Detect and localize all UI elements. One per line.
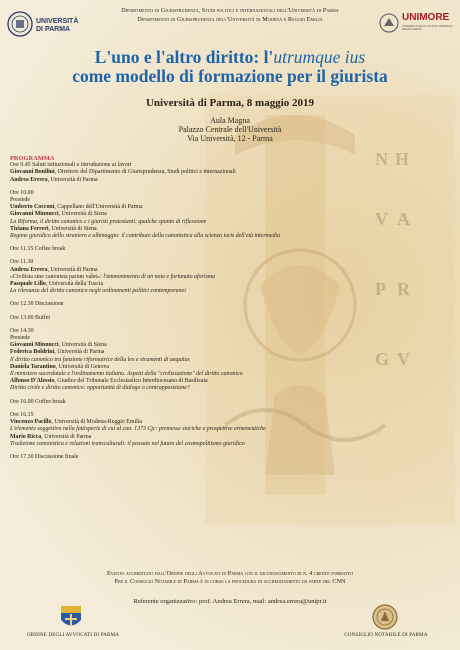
session-late-morning-time: Ore 11.30 — [10, 259, 34, 266]
talk-title: Il ministero sacerdotale e l'ordinamento italiano. Aspetti della "civilizzazione" del diritto canonico — [10, 371, 243, 378]
talk-title: Diritto civile e diritto canonico: opportunità di dialogo o contrapposizione? — [10, 385, 190, 392]
program-heading: PROGRAMMA — [10, 155, 55, 162]
event-date: Università di Parma, 8 maggio 2019 — [145, 97, 315, 109]
svg-text:V: V — [397, 349, 410, 369]
unimore-logo-sub: UNIVERSITÀ DEGLI STUDI DI MODENA E REGGIO EMILIA — [402, 25, 453, 32]
svg-text:N: N — [375, 149, 388, 169]
svg-text:P: P — [375, 279, 386, 299]
svg-text:A: A — [397, 209, 410, 229]
coffee-break-afternoon: Ore 16.00 Coffee break — [10, 398, 66, 405]
lawyers-order-shield-icon — [59, 604, 83, 632]
unimore-logo-main: UNIMORE — [402, 12, 450, 23]
session-opening-time: Ore 9.45 Saluti istituzionali e introduzione ai lavori — [10, 162, 132, 169]
unimore-emblem-icon — [378, 12, 400, 34]
accreditation-lawyers: Evento accreditato dall'Ordine degli Avvocati di Parma con il riconoscimento di n. 4 crediti formativi — [106, 570, 354, 577]
notary-council-caption: CONSIGLIO NOTARILE DI PARMA — [344, 633, 428, 638]
buffet: Ore 13.00 Buffet — [10, 314, 50, 321]
session-morning-time: Ore 10.00 — [10, 189, 34, 196]
title-italic: utrumque ius — [273, 47, 366, 67]
svg-text:V: V — [375, 209, 388, 229]
speaker-line: Giovanni Minnucci, Università di Siena — [10, 211, 107, 218]
session-late-afternoon-time: Ore 16.15 — [10, 411, 34, 418]
svg-text:G: G — [375, 349, 390, 369]
speaker-line: Federica Boldrini, Università di Parma — [10, 349, 105, 356]
title-plain: L'uno e l'altro diritto: l' — [94, 47, 274, 67]
speaker-line: Andrea Errera, Università di Parma — [10, 266, 98, 273]
talk-title: «Civilista sine canonista parum valet»: l'ammonimento di un noto e fortunato aforisma — [10, 273, 215, 280]
notary-council-seal-icon — [372, 603, 398, 631]
talk-title: Il diritto canonico tra funzione riformatrice della lex e strumenti di aequitas — [10, 356, 190, 363]
university-logo-text: UNIVERSITÀ DI PARMA — [36, 18, 79, 33]
speaker-line: Vincenzo Pacillo, Università di Modena-Reggio Emilia — [10, 419, 142, 426]
svg-text:R: R — [397, 279, 410, 299]
talk-title: Tradizione canonistica e relazioni transculturali: il passato nel futuro del cosmopolitismo giuridico — [10, 440, 245, 447]
speaker-line: Tiziana Ferreri, Università di Siena — [10, 225, 97, 232]
event-title-line-1 — [0, 48, 460, 67]
speaker-line: Alfonso D'Alessio, Giudice del Tribunale Ecclesiastico Interdiocesano di Basilicata — [10, 378, 208, 385]
department-line-2: Dipartimento di Giurisprudenza dell'Università di Modena e Reggio Emilia — [137, 17, 323, 23]
speaker-line: Giovanni Minnucci, Università di Siena — [10, 342, 107, 349]
chair-label: Presiede — [10, 335, 30, 342]
venue-building: Palazzo Centrale dell'Università — [178, 125, 282, 134]
speaker-line: Daniela Tarantino, Università di Genova — [10, 363, 110, 370]
final-discussion: Ore 17.30 Discussione finale — [10, 453, 79, 460]
session-afternoon-time: Ore 14.30 — [10, 327, 34, 334]
talk-title: Regime giuridico dello straniero e albinaggio: il contributo della canonistica alla scienza iuris dell'età intermedia — [10, 233, 281, 240]
svg-text:H: H — [395, 149, 410, 169]
talk-title: L'elemento soggettivo nella fattispecie di cui al can. 1373 Cjc: premesse storiche e prospettive ermeneutiche — [10, 426, 266, 433]
venue-address: Via Università, 12 - Parma — [187, 134, 273, 143]
program-list — [10, 155, 450, 461]
venue-hall: Aula Magna — [210, 116, 250, 125]
speaker-line: Andrea Errera, Università di Parma — [10, 176, 98, 183]
speaker-line: Giovanni Bonilini, Direttore del Dipartimento di Giurisprudenza, Studi politici e internazionali — [10, 169, 236, 176]
organizer-contact: Referente organizzativo: prof. Andrea Errera, mail: andrea.errera@unipr.it — [133, 598, 327, 605]
talk-title: La rilevanza del diritto canonico negli ordinamenti politici contemporanei — [10, 288, 186, 295]
speaker-line: Umberto Cocconi, Cappellano dell'Università di Parma — [10, 204, 143, 211]
event-title-line-2: come modello di formazione per il giurista — [72, 66, 388, 86]
chair-label: Presiede — [10, 197, 30, 204]
lawyers-order-caption: ORDINE DEGLI AVVOCATI DI PARMA — [26, 633, 120, 638]
speaker-line: Pasquale Lillo, Università della Tuscia — [10, 281, 104, 288]
discussion-morning: Ore 12.30 Discussione — [10, 301, 64, 308]
department-line-1: Dipartimento di Giurisprudenza, Studi politici e internazionali dell'Università di Parma — [121, 8, 339, 14]
coffee-break-morning: Ore 11.15 Coffee break — [10, 246, 66, 253]
speaker-line: Mario Ricca, Università di Parma — [10, 433, 92, 440]
accreditation-notaries: Per il Consiglio Notarile di Parma è in corso la procedura di accreditamento da parte del CNN — [114, 578, 346, 585]
talk-title: La Riforma, il diritto canonico e i giuristi protestanti: qualche spunto di riflessione — [10, 218, 207, 225]
